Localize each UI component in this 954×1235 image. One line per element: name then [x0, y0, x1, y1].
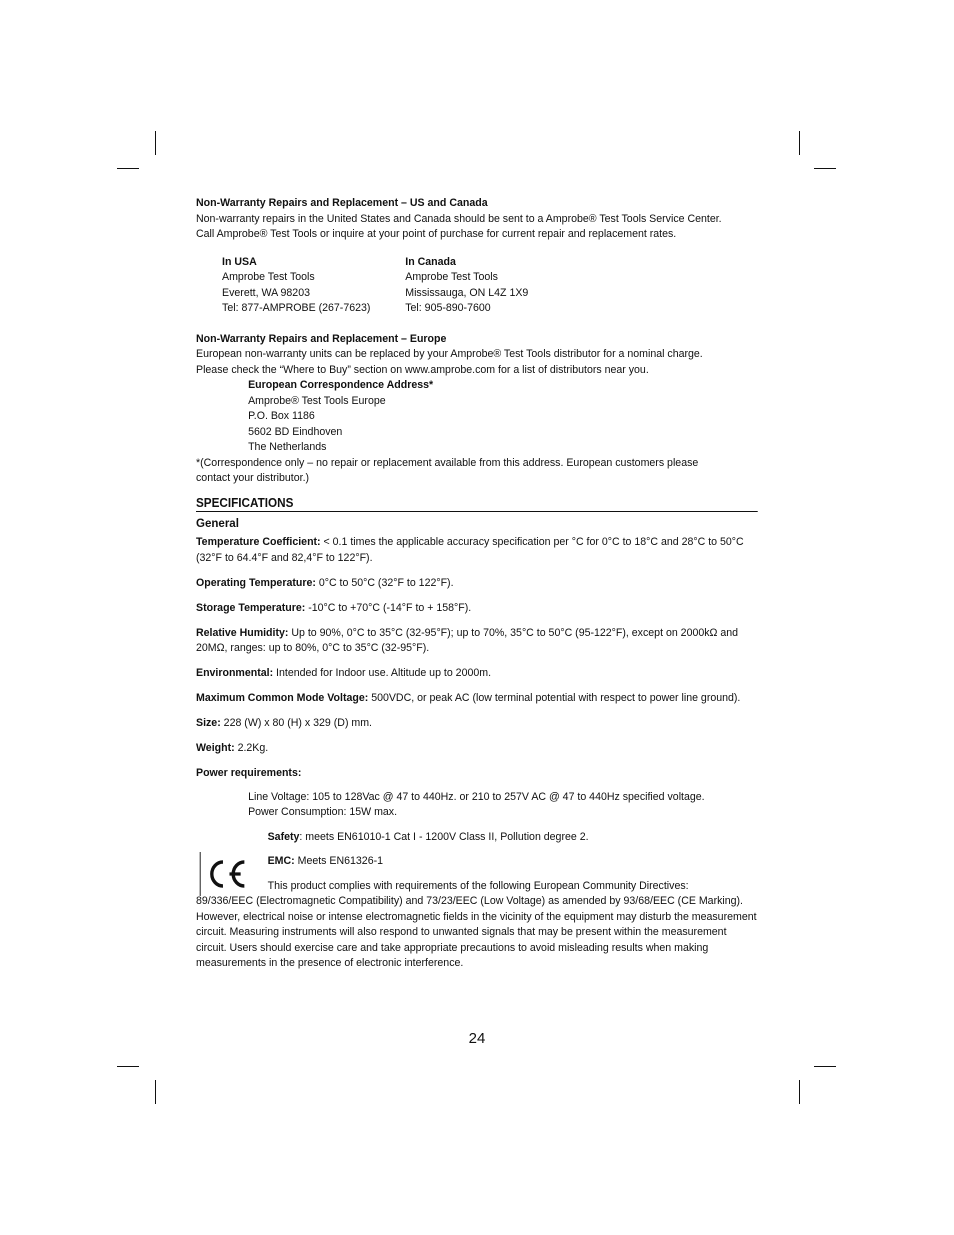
us-canada-section	[196, 196, 758, 317]
crop-mark	[799, 131, 800, 155]
spec-item	[196, 691, 758, 707]
emc-spec	[268, 854, 758, 870]
spec-item	[196, 666, 758, 682]
address-line: P.O. Box 1186	[248, 410, 315, 422]
crop-mark	[814, 168, 836, 169]
spec-label: Size:	[196, 717, 221, 729]
emc-label: EMC:	[267, 855, 295, 867]
spec-label: Weight:	[196, 742, 235, 754]
footnote: *(Correspondence only – no repair or replacement available from this address. European customers please	[196, 456, 699, 469]
spec-item	[196, 576, 758, 592]
general-subheading: General	[196, 515, 239, 530]
address-label: In USA	[222, 255, 257, 268]
address-line: Mississauga, ON L4Z 1X9	[405, 286, 529, 299]
address-line: Amprobe Test Tools	[222, 271, 315, 283]
power-line: Power Consumption: 15W max.	[248, 806, 398, 818]
ce-mark-logo	[200, 852, 248, 896]
paragraph-line: Please check the “Where to Buy” section on www.amprobe.com for a list of distributors near you.	[196, 363, 649, 376]
canada-address	[405, 255, 588, 317]
usa-address	[222, 255, 405, 317]
address-line: Tel: 905-890-7600	[405, 302, 491, 314]
spec-label: Temperature Coefficient:	[196, 536, 321, 548]
ce-mark-icon	[200, 852, 248, 896]
safety-spec	[268, 830, 758, 846]
spec-label: Relative Humidity:	[196, 626, 289, 639]
spec-text: 500VDC, or peak AC (low terminal potential with respect to power line ground).	[368, 692, 741, 704]
footnote: contact your distributor.)	[196, 472, 310, 484]
crop-mark	[117, 168, 139, 169]
address-columns	[196, 255, 758, 317]
address-line: Everett, WA 98203	[222, 286, 310, 299]
spec-label: Maximum Common Mode Voltage:	[196, 692, 369, 704]
address-line: 5602 BD Eindhoven	[248, 425, 343, 438]
european-address	[196, 378, 758, 456]
europe-section	[196, 332, 758, 487]
power-line: Line Voltage: 105 to 128Vac @ 47 to 440Hz. or 210 to 257V AC @ 47 to 440Hz specified voltage.	[248, 790, 705, 803]
spec-text: -10°C to +70°C (-14°F to + 158°F).	[305, 601, 472, 614]
page-number: 24	[468, 1030, 486, 1047]
paragraph-line: Non-warranty repairs in the United States and Canada should be sent to a Amprobe® Test Tools Service Center.	[196, 212, 722, 225]
compliance-body: 89/336/EEC (Electromagnetic Compatibility) and 73/23/EEC (Low Voltage) as amended by 93/68/EEC (CE Marking). However, electrical noise or intense electromagnetic fields in the vicinity of the equipment may disturb the measurement circuit. Measuring instruments will also respond to unwanted signals that may be present within the measurement circuit. Users should exercise care and take appropriate precautions to avoid misleading results when making measurements in the presence of electronic interference.	[196, 895, 757, 969]
ce-compliance	[196, 830, 758, 972]
spec-text: Intended for Indoor use. Altitude up to 2000m.	[273, 667, 492, 679]
power-details	[196, 790, 758, 821]
spec-list	[196, 535, 758, 757]
address-label: European Correspondence Address*	[248, 379, 434, 391]
address-label: In Canada	[405, 255, 456, 268]
paragraph-line: European non-warranty units can be replaced by your Amprobe® Test Tools distributor for a nominal charge.	[196, 348, 703, 360]
power-label: Power requirements:	[196, 767, 302, 779]
compliance-intro: This product complies with requirements of the following European Community Directives:	[267, 879, 689, 892]
section-heading: Non-Warranty Repairs and Replacement – US and Canada	[196, 197, 488, 209]
spec-text: 2.2Kg.	[234, 742, 269, 754]
spec-item	[196, 535, 758, 566]
spec-item	[196, 601, 758, 617]
paragraph-line: Call Amprobe® Test Tools or inquire at your point of purchase for current repair and replacement rates.	[196, 228, 677, 240]
spec-label: Operating Temperature:	[196, 576, 316, 589]
address-line: Amprobe Test Tools	[405, 271, 498, 283]
spec-item	[196, 741, 758, 757]
spec-item	[196, 626, 758, 657]
emc-text: Meets EN61326-1	[294, 855, 384, 867]
address-line: Amprobe® Test Tools Europe	[248, 394, 386, 407]
spec-text: Up to 90%, 0°C to 35°C (32-95°F); up to 70%, 35°C to 50°C (95-122°F), except on 2000kΩ and 20MΩ, ranges: up to 80%, 0°C to 35°C (32-95°F).	[196, 626, 739, 654]
safety-text: : meets EN61010-1 Cat I - 1200V Class II, Pollution degree 2.	[299, 830, 589, 843]
crop-mark	[117, 1066, 139, 1067]
spec-item	[196, 716, 758, 732]
address-line: The Netherlands	[248, 441, 327, 453]
spec-text: 0°C to 50°C (32°F to 122°F).	[315, 576, 454, 589]
safety-label: Safety	[267, 830, 300, 843]
address-line: Tel: 877-AMPROBE (267-7623)	[222, 302, 371, 314]
spec-label: Storage Temperature:	[196, 601, 306, 614]
crop-mark	[799, 1080, 800, 1104]
spec-text: 228 (W) x 80 (H) x 329 (D) mm.	[220, 717, 373, 729]
page-content	[196, 196, 758, 972]
section-heading: Non-Warranty Repairs and Replacement – Europe	[196, 332, 447, 345]
spec-text: < 0.1 times the applicable accuracy specification per °C for 0°C to 18°C and 28°C to 50°C (32°F to 64.4°F and 82,4°F to 122°F).	[196, 536, 744, 564]
crop-mark	[814, 1066, 836, 1067]
crop-mark	[155, 131, 156, 155]
crop-mark	[155, 1080, 156, 1104]
specifications-heading: SPECIFICATIONS	[196, 495, 758, 512]
spec-label: Environmental:	[196, 667, 274, 679]
